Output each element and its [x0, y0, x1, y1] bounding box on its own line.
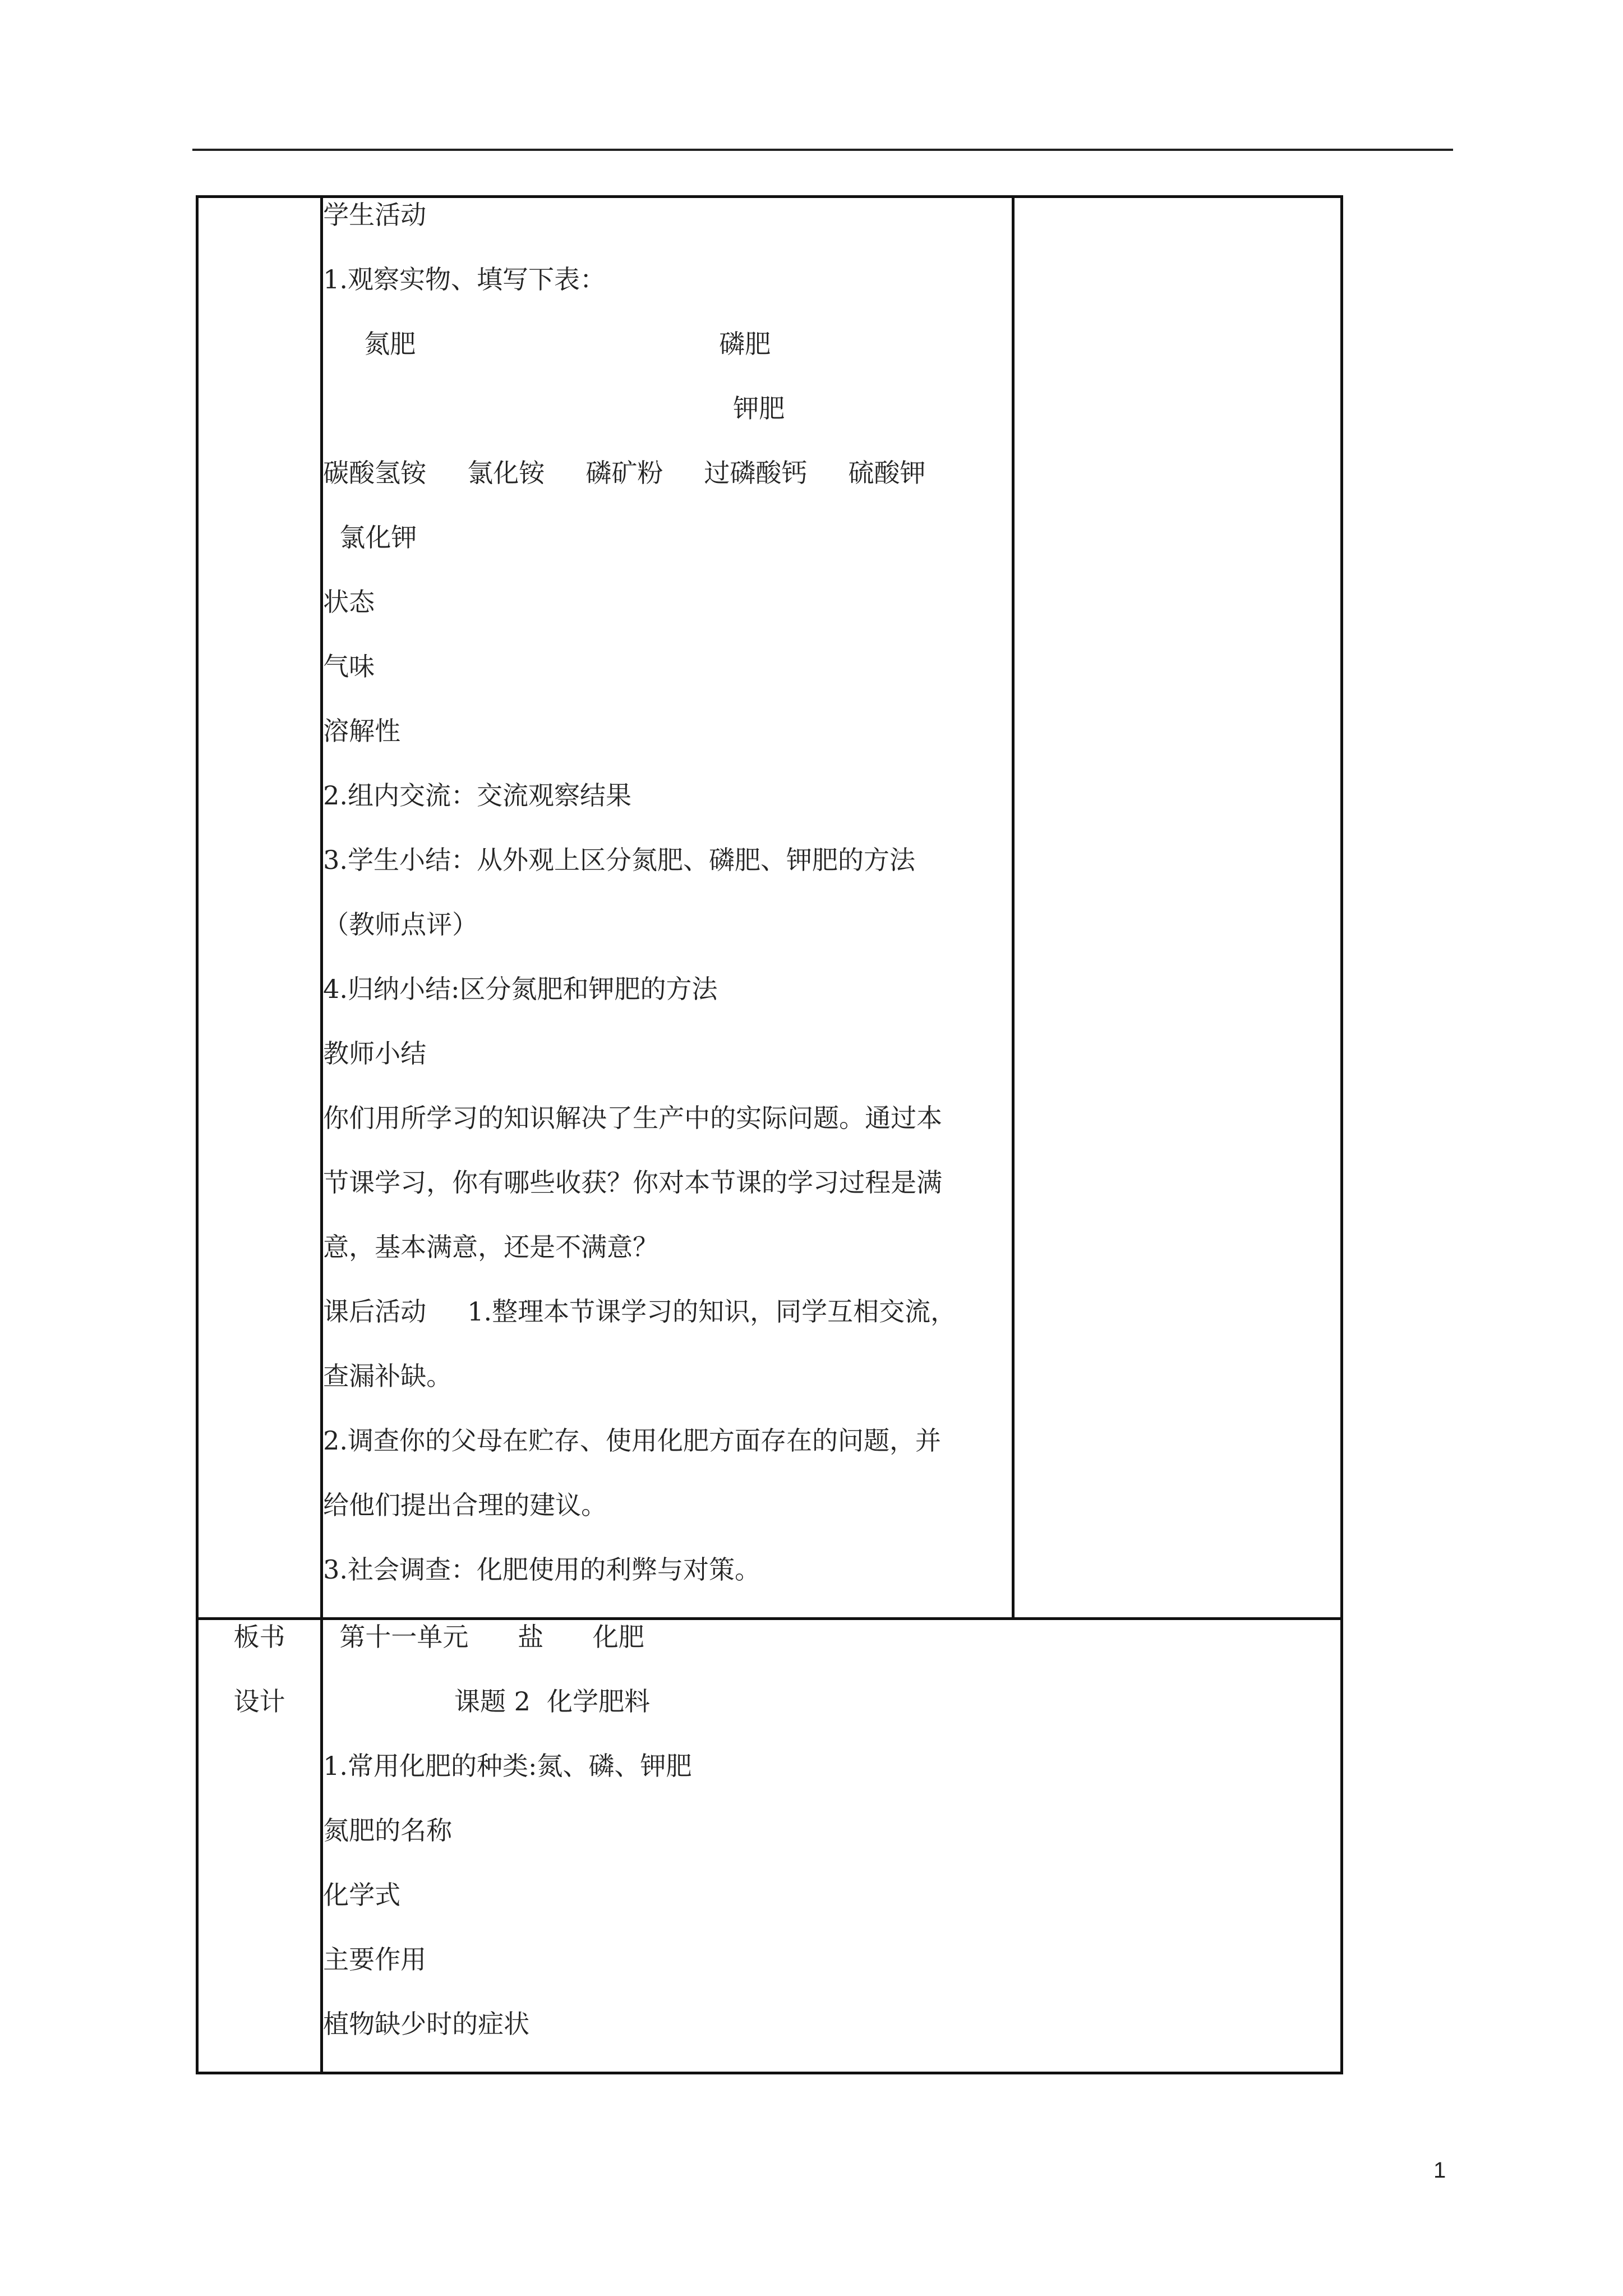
- text-line: 碳酸氢铵 氯化铵 磷矿粉 过磷酸钙 硫酸钾: [323, 458, 926, 488]
- activity-content-cell: [322, 197, 1013, 1619]
- text-line: 气味: [323, 651, 375, 682]
- text-line: 意，基本满意，还是不满意？: [323, 1232, 659, 1262]
- activity-notes-cell: [1013, 197, 1341, 1619]
- board-design-label: 设计: [233, 1686, 285, 1717]
- text-line: 化学式: [323, 1880, 401, 1910]
- text-line: 查漏补缺。: [323, 1361, 453, 1391]
- text-line: 3.学生小结：从外观上区分氮肥、磷肥、钾肥的方法: [323, 845, 915, 875]
- text-line: 你们用所学习的知识解决了生产中的实际问题。通过本: [323, 1103, 943, 1133]
- text-line: 1.常用化肥的种类:氮、磷、钾肥: [323, 1751, 692, 1781]
- board-design-label-cell: [197, 1619, 322, 2073]
- text-line: 教师小结: [323, 1038, 427, 1069]
- text-line: 课后活动 1.整理本节课学习的知识，同学互相交流，: [323, 1296, 957, 1327]
- text-line: 2.调查你的父母在贮存、使用化肥方面存在的问题，并: [323, 1425, 941, 1456]
- page-number: 1: [1433, 2158, 1446, 2183]
- text-line: 第十一单元 盐 化肥: [323, 1622, 644, 1652]
- activity-row: [197, 197, 1342, 1619]
- text-line: 溶解性: [323, 716, 401, 746]
- text-line: 4.归纳小结:区分氮肥和钾肥的方法: [323, 974, 718, 1004]
- text-line: 钾肥: [323, 393, 785, 424]
- text-line: 课题 2 化学肥料: [323, 1686, 651, 1717]
- text-line: 节课学习，你有哪些收获？你对本节课的学习过程是满: [323, 1167, 943, 1198]
- text-line: 氮肥 磷肥: [323, 329, 771, 359]
- text-line: 植物缺少时的症状: [323, 2009, 530, 2039]
- text-line: 主要作用: [323, 1944, 427, 1975]
- text-line: 氮肥的名称: [323, 1815, 453, 1846]
- board-design-content-cell: [322, 1619, 1342, 2073]
- text-line: （教师点评）: [323, 909, 478, 940]
- board-design-label: 板书: [233, 1622, 285, 1652]
- board-design-row: [197, 1619, 1342, 2073]
- text-line: 给他们提出合理的建议。: [323, 1490, 607, 1520]
- text-line: 1.观察实物、填写下表：: [323, 264, 606, 295]
- activity-label-cell: [197, 197, 322, 1619]
- text-line: 学生活动: [323, 200, 427, 230]
- lesson-plan-table: [196, 195, 1343, 2074]
- text-line: 氯化钾: [323, 522, 417, 553]
- text-line: 状态: [323, 587, 375, 617]
- header-rule: [192, 149, 1453, 151]
- text-line: 2.组内交流：交流观察结果: [323, 780, 631, 811]
- text-line: 3.社会调查：化肥使用的利弊与对策。: [323, 1554, 760, 1585]
